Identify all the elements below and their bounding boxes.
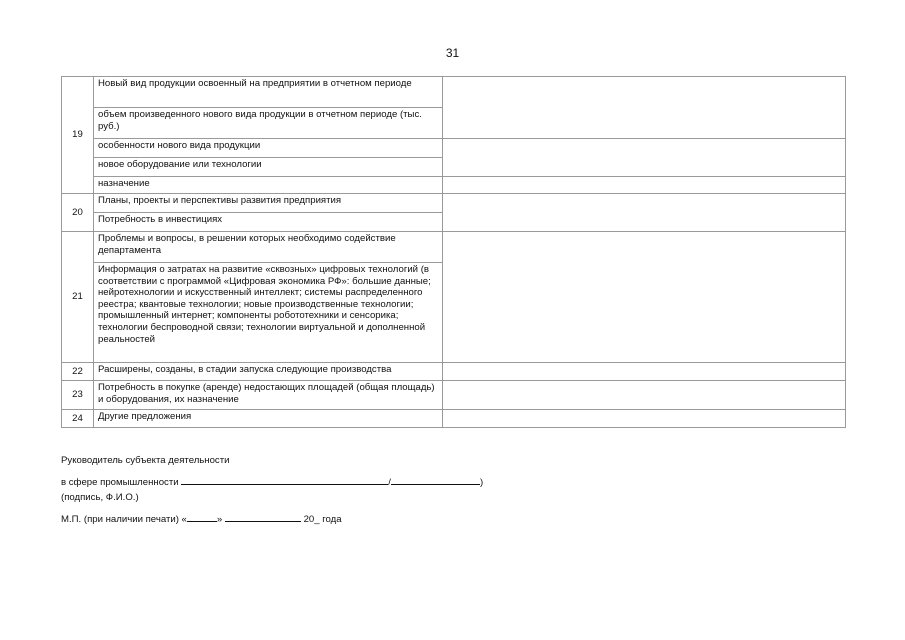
row-label: Информация о затратах на развитие «сквозных» цифровых технологий (в соответствии с программой «Цифровая экономика РФ»: большие данные; нейротехнологии и искусственный интеллект; системы распределенного реестра; квантовые технологии; новые производственные технологии; промышленный интернет; компоненты робототехники и сенсорика; технологии беспроводной связи; технологии виртуальной и дополненной реальностей	[94, 263, 443, 363]
row-label: Потребность в инвестициях	[94, 213, 443, 232]
signature-line	[61, 474, 483, 489]
row-label: Другие предложения	[94, 410, 443, 428]
signature-line-prefix: в сфере промышленности	[61, 477, 179, 488]
value-cell[interactable]	[443, 363, 846, 381]
stamp-date-line	[61, 511, 342, 526]
year-label: 20_ года	[303, 514, 342, 525]
table-row	[62, 194, 846, 213]
value-cell[interactable]	[443, 232, 846, 363]
row-label: Новый вид продукции освоенный на предприятии в отчетном периоде	[94, 77, 443, 108]
signature-separator: /	[388, 477, 391, 488]
signature-field[interactable]	[181, 474, 388, 485]
table-row	[62, 410, 846, 428]
value-cell[interactable]	[443, 194, 846, 232]
row-number: 24	[62, 410, 94, 428]
table-row	[62, 177, 846, 194]
row-number: 21	[62, 232, 94, 363]
day-field[interactable]	[187, 511, 217, 522]
value-cell[interactable]	[443, 177, 846, 194]
table-row	[62, 139, 846, 158]
row-label: назначение	[94, 177, 443, 194]
month-field[interactable]	[225, 511, 301, 522]
value-cell[interactable]	[443, 77, 846, 139]
value-cell[interactable]	[443, 410, 846, 428]
stamp-date-prefix: М.П. (при наличии печати) «	[61, 514, 187, 525]
row-number: 20	[62, 194, 94, 232]
table-row	[62, 232, 846, 263]
row-label: особенности нового вида продукции	[94, 139, 443, 158]
table-row	[62, 77, 846, 108]
page-number: 31	[445, 46, 460, 60]
signature-line-end: )	[479, 477, 484, 488]
row-label: Проблемы и вопросы, в решении которых необходимо содействие департамента	[94, 232, 443, 263]
value-cell[interactable]	[443, 139, 846, 177]
row-label: объем произведенного нового вида продукции в отчетном периоде (тыс. руб.)	[94, 108, 443, 139]
table-row	[62, 363, 846, 381]
row-label: Расширены, созданы, в стадии запуска следующие производства	[94, 363, 443, 381]
stamp-date-mid: »	[216, 514, 223, 525]
signature-caption: (подпись, Ф.И.О.)	[61, 492, 139, 503]
row-label: Планы, проекты и перспективы развития предприятия	[94, 194, 443, 213]
row-number: 22	[62, 363, 94, 381]
value-cell[interactable]	[443, 381, 846, 410]
row-number: 19	[62, 77, 94, 194]
table-row	[62, 381, 846, 410]
name-field[interactable]	[391, 474, 480, 485]
form-table	[61, 76, 846, 428]
row-label: Потребность в покупке (аренде) недостающих площадей (общая площадь) и оборудования, их назначение	[94, 381, 443, 410]
signature-title: Руководитель субъекта деятельности	[61, 455, 230, 466]
row-number: 23	[62, 381, 94, 410]
row-label: новое оборудование или технологии	[94, 158, 443, 177]
